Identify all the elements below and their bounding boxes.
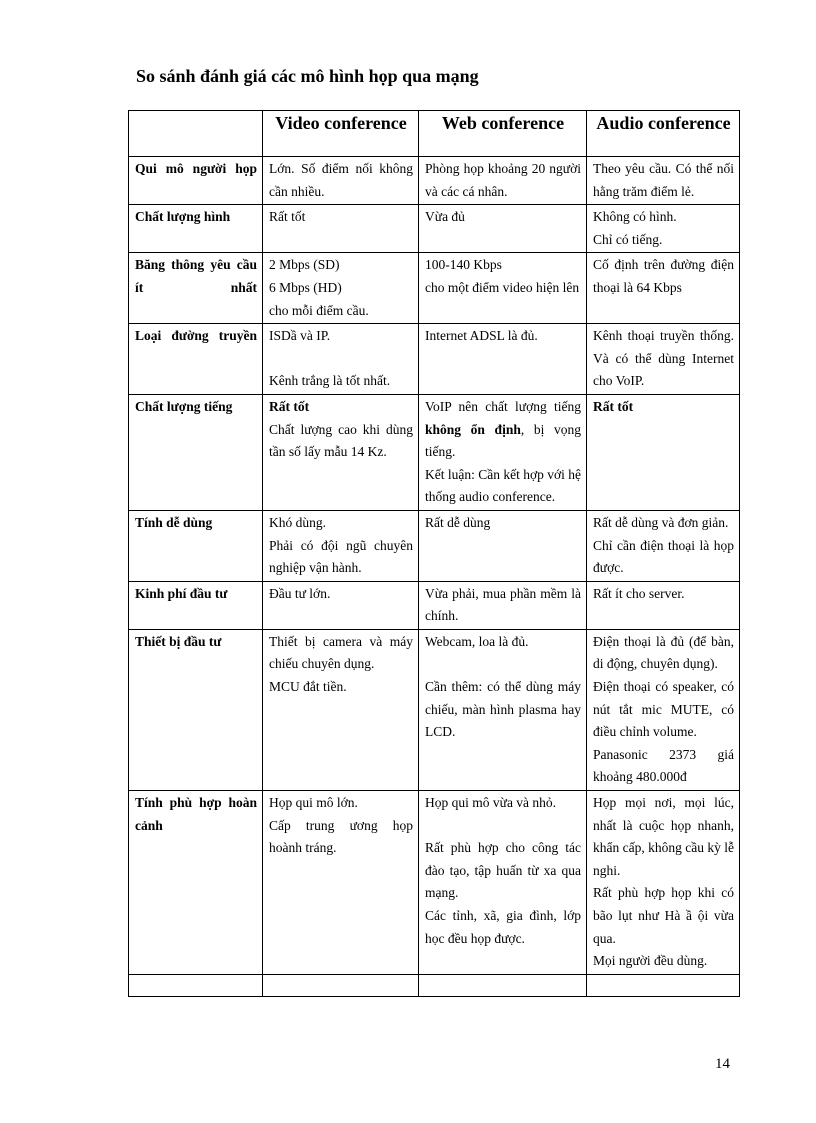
cell-paragraph: Rất phù hợp họp khi có bão lụt như Hà ầ ội vừa qua. <box>593 885 734 946</box>
cell-paragraph: Internet ADSL là đủ. <box>425 328 538 344</box>
table-row <box>129 581 740 629</box>
cell-video <box>263 629 419 790</box>
cell-bold-text: không ổn định <box>425 421 521 437</box>
cell-paragraph: Họp mọi nơi, mọi lúc, nhất là cuộc họp nhanh, khẩn cấp, không cầu kỳ lễ nghi. <box>593 795 734 878</box>
cell-audio <box>587 791 740 975</box>
table-row <box>129 510 740 581</box>
row-label: Kinh phí đầu tư <box>129 581 263 629</box>
cell-paragraph: Rất ít cho server. <box>593 585 685 601</box>
cell-paragraph: cho một điểm video hiện lên <box>425 279 580 295</box>
cell-video <box>263 324 419 395</box>
row-label: Qui mô người họp <box>129 157 263 205</box>
cell-paragraph: Các tỉnh, xã, gia đình, lớp học đều họp được. <box>425 908 581 946</box>
cell-bold-heading: Rất tốt <box>269 398 310 414</box>
cell-paragraph: 100-140 Kbps <box>425 257 502 273</box>
table-row <box>129 253 740 324</box>
cell-paragraph: cho mỗi điểm cầu. <box>269 302 369 318</box>
cell-paragraph: 2 Mbps (SD) <box>269 257 340 273</box>
cell-paragraph: 6 Mbps (HD) <box>269 279 342 295</box>
cell-paragraph: Chỉ có tiếng. <box>593 231 663 247</box>
cell-paragraph: Kết luận: Cần kết hợp với hệ thống audio conference. <box>425 466 581 505</box>
cell-paragraph: Chỉ cần điện thoại là họp được. <box>593 537 734 576</box>
cell-audio <box>587 253 740 324</box>
empty-row <box>129 974 740 996</box>
cell-paragraph: Khó dùng. <box>269 514 326 530</box>
table-row <box>129 629 740 790</box>
row-label: Chất lượng tiếng <box>129 394 263 510</box>
cell-paragraph: Panasonic 2373 giá khoảng 480.000đ <box>593 746 734 785</box>
cell-web <box>419 157 587 205</box>
header-web: Web conference <box>419 111 587 157</box>
cell-paragraph: Điện thoại có speaker, có nút tắt mic MUTE, có điều chỉnh volume. <box>593 679 734 740</box>
cell-paragraph: Thiết bị camera và máy chiếu chuyên dụng. <box>269 633 413 672</box>
table-row <box>129 157 740 205</box>
comparison-table <box>128 110 740 997</box>
row-label: Loại đường truyền <box>129 324 263 395</box>
cell-audio <box>587 157 740 205</box>
page-title: So sánh đánh giá các mô hình họp qua mạng <box>136 66 479 86</box>
table-row <box>129 791 740 975</box>
cell-paragraph: Rất tốt <box>269 209 306 225</box>
cell-paragraph: Cần thêm: có thể dùng máy chiếu, màn hình plasma hay LCD. <box>425 679 581 740</box>
cell-web <box>419 581 587 629</box>
table-row <box>129 205 740 253</box>
header-empty <box>129 111 263 157</box>
cell-video <box>263 791 419 975</box>
table-row <box>129 324 740 395</box>
cell-web <box>419 205 587 253</box>
row-label: Băng thông yêu cầu ít nhất <box>129 253 263 324</box>
cell-video <box>263 205 419 253</box>
cell-audio <box>587 205 740 253</box>
cell-video <box>263 253 419 324</box>
cell-paragraph: Cố định trên đường điện thoại là 64 Kbps <box>593 257 734 295</box>
cell-paragraph: Rất dễ dùng <box>425 514 491 530</box>
cell-paragraph: Lớn. Số điểm nối không cần nhiều. <box>269 161 413 199</box>
cell-text: VoIP nên chất lượng tiếng <box>425 398 581 414</box>
cell-paragraph: Kênh thoại truyền thống. Và có thể dùng Internet cho VoIP. <box>593 328 734 389</box>
cell-web <box>419 394 587 510</box>
cell-gap <box>269 348 413 371</box>
cell-audio <box>587 629 740 790</box>
cell-paragraph <box>425 396 581 464</box>
header-video: Video conference <box>263 111 419 157</box>
cell-web <box>419 324 587 395</box>
cell-paragraph: Phòng họp khoảng 20 người và các cá nhân. <box>425 161 581 199</box>
cell-web <box>419 253 587 324</box>
cell-audio <box>587 394 740 510</box>
cell-paragraph: Webcam, loa là đủ. <box>425 633 529 649</box>
table-header-row <box>129 111 740 157</box>
cell-audio <box>587 581 740 629</box>
row-label: Thiết bị đầu tư <box>129 629 263 790</box>
cell-paragraph: Mọi người đều dùng. <box>593 953 708 969</box>
cell-paragraph: Kênh trắng là tốt nhất. <box>269 373 391 389</box>
cell-paragraph: Rất phù hợp cho công tác đào tạo, tập huấn từ xa qua mạng. <box>425 840 581 901</box>
cell-paragraph: Vừa phải, mua phần mềm là chính. <box>425 585 581 624</box>
cell-video <box>263 581 419 629</box>
cell-paragraph: ISDầ và IP. <box>269 328 331 344</box>
cell-web <box>419 629 587 790</box>
cell-audio <box>587 510 740 581</box>
cell-paragraph: Không có hình. <box>593 209 677 225</box>
cell-video <box>263 394 419 510</box>
cell-paragraph: Chất lượng cao khi dùng tần số lấy mẫu 14 Kz. <box>269 421 413 460</box>
cell-video <box>263 510 419 581</box>
cell-paragraph: Phải có đội ngũ chuyên nghiệp vận hành. <box>269 537 413 576</box>
cell-text: , bị vọng tiếng. <box>425 421 581 460</box>
cell-paragraph: Theo yêu cầu. Có thể nối hằng trăm điểm lẻ. <box>593 161 734 199</box>
header-audio: Audio conference <box>587 111 740 157</box>
cell-gap <box>425 653 581 676</box>
cell-video <box>263 157 419 205</box>
cell-paragraph: Vừa đủ <box>425 209 465 225</box>
cell-audio <box>587 324 740 395</box>
cell-paragraph: MCU đắt tiền. <box>269 679 347 695</box>
cell-gap <box>425 815 581 838</box>
cell-paragraph: Họp qui mô vừa và nhỏ. <box>425 795 557 811</box>
cell-paragraph: Họp qui mô lớn. <box>269 795 358 811</box>
cell-paragraph: Rất dễ dùng và đơn giản. <box>593 514 729 530</box>
cell-bold-heading: Rất tốt <box>593 398 634 414</box>
row-label: Chất lượng hình <box>129 205 263 253</box>
row-label: Tính dễ dùng <box>129 510 263 581</box>
cell-web <box>419 791 587 975</box>
row-label: Tính phù hợp hoàn cảnh <box>129 791 263 975</box>
table-row <box>129 394 740 510</box>
cell-paragraph: Cấp trung ương họp hoành tráng. <box>269 817 413 856</box>
cell-paragraph: Điện thoại là đủ (để bàn, di động, chuyên dụng). <box>593 633 734 672</box>
page-number: 14 <box>715 1056 730 1072</box>
cell-web <box>419 510 587 581</box>
cell-paragraph: Đầu tư lớn. <box>269 585 331 601</box>
